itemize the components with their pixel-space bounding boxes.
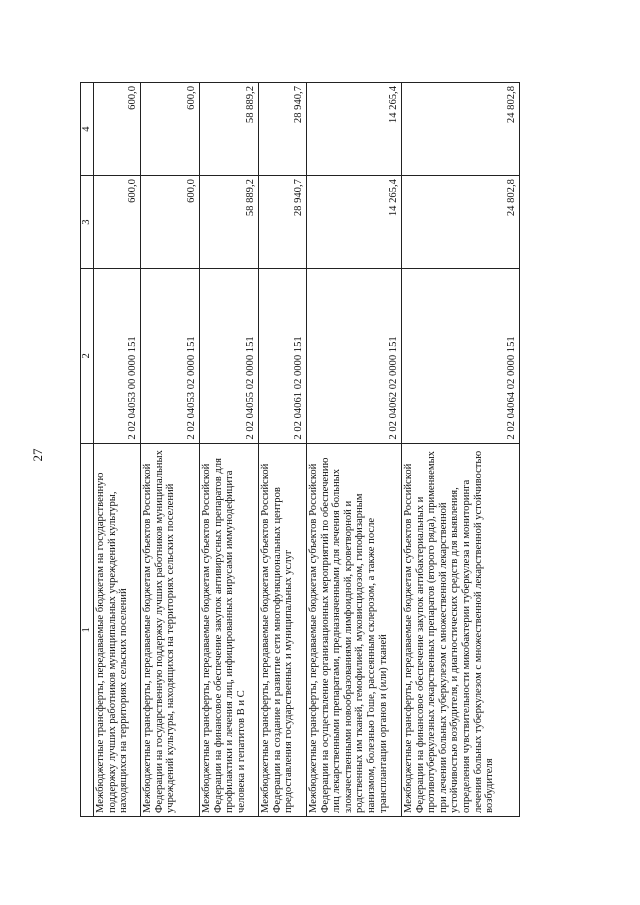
column-header-1: 1: [81, 443, 94, 816]
table-row: [307, 83, 402, 817]
row-value-col4: 58 889,2: [200, 83, 259, 176]
row-code: 2 02 04053 02 0000 151: [141, 269, 200, 443]
row-code: 2 02 04061 02 0000 151: [259, 269, 307, 443]
row-description: Межбюджетные трансферты, передаваемые бюджетам субъектов Российской Федерации на осуществление организационных мероприятий по обеспечению лиц лекарственными препаратами, предназначенными для лечения больных злокачественными новообразованиями лимфоидной, кроветворной и родственных им тканей, гемофилией, муковисцидозом, гипофизарным нанизмом, болезнью Гоше, рассеянным склерозом, а также после трансплантации органов и (или) тканей: [307, 443, 402, 816]
column-header-2: 2: [81, 269, 94, 443]
row-value-col3: 28 940,7: [259, 176, 307, 269]
row-value-col3: 58 889,2: [200, 176, 259, 269]
row-value-col3: 24 802,8: [402, 176, 520, 269]
row-code: 2 02 04053 00 0000 151: [94, 269, 141, 443]
table-row: [259, 83, 307, 817]
row-description: Межбюджетные трансферты, передаваемые бюджетам субъектов Российской Федерации на финансовое обеспечение закупок антивирусных препаратов для профилактики и лечения лиц, инфицированных вирусами иммунодефицита человека и гепатитов В и С: [200, 443, 259, 816]
table-row: [200, 83, 259, 817]
row-description: Межбюджетные трансферты, передаваемые бюджетам субъектов Российской Федерации на финансовое обеспечение закупок антибактериальных и противотуберкулезных лекарственных препаратов (второго ряда), применяемых при лечении больных туберкулезом с множественной лекарственной устойчивостью возбудителя, и диагностических средств для выявления, определения чувствительности микобактерии туберкулеза и мониторинга лечения больных туберкулезом с множественной лекарственной устойчивостью возбудителя: [402, 443, 520, 816]
row-value-col3: 600,0: [94, 176, 141, 269]
row-description: Межбюджетные трансферты, передаваемые бюджетам на государственную поддержку лучших работников муниципальных учреждений культуры, находящихся на территориях сельских поселений: [94, 443, 141, 816]
budget-table: [80, 82, 520, 817]
row-value-col4: 14 265,4: [307, 83, 402, 176]
header-row: [81, 83, 94, 817]
row-description: Межбюджетные трансферты, передаваемые бюджетам субъектов Российской Федерации на государственную поддержку лучших работников муниципальных учреждений культуры, находящихся на территориях сельских поселений: [141, 443, 200, 816]
column-header-4: 4: [81, 83, 94, 176]
row-code: 2 02 04064 02 0000 151: [402, 269, 520, 443]
row-value-col3: 14 265,4: [307, 176, 402, 269]
row-value-col4: 24 802,8: [402, 83, 520, 176]
table-row: [141, 83, 200, 817]
row-description: Межбюджетные трансферты, передаваемые бюджетам субъектов Российской Федерации на создание и развитие сети многофункциональных центров предоставления государственных и муниципальных услуг: [259, 443, 307, 816]
table-row: [402, 83, 520, 817]
row-code: 2 02 04055 02 0000 151: [200, 269, 259, 443]
row-value-col4: 600,0: [94, 83, 141, 176]
row-code: 2 02 04062 02 0000 151: [307, 269, 402, 443]
row-value-col4: 28 940,7: [259, 83, 307, 176]
row-value-col4: 600,0: [141, 83, 200, 176]
column-header-3: 3: [81, 176, 94, 269]
row-value-col3: 600,0: [141, 176, 200, 269]
table-row: [94, 83, 141, 817]
rotated-table-container: [80, 82, 565, 817]
page-number: 27: [30, 448, 45, 462]
